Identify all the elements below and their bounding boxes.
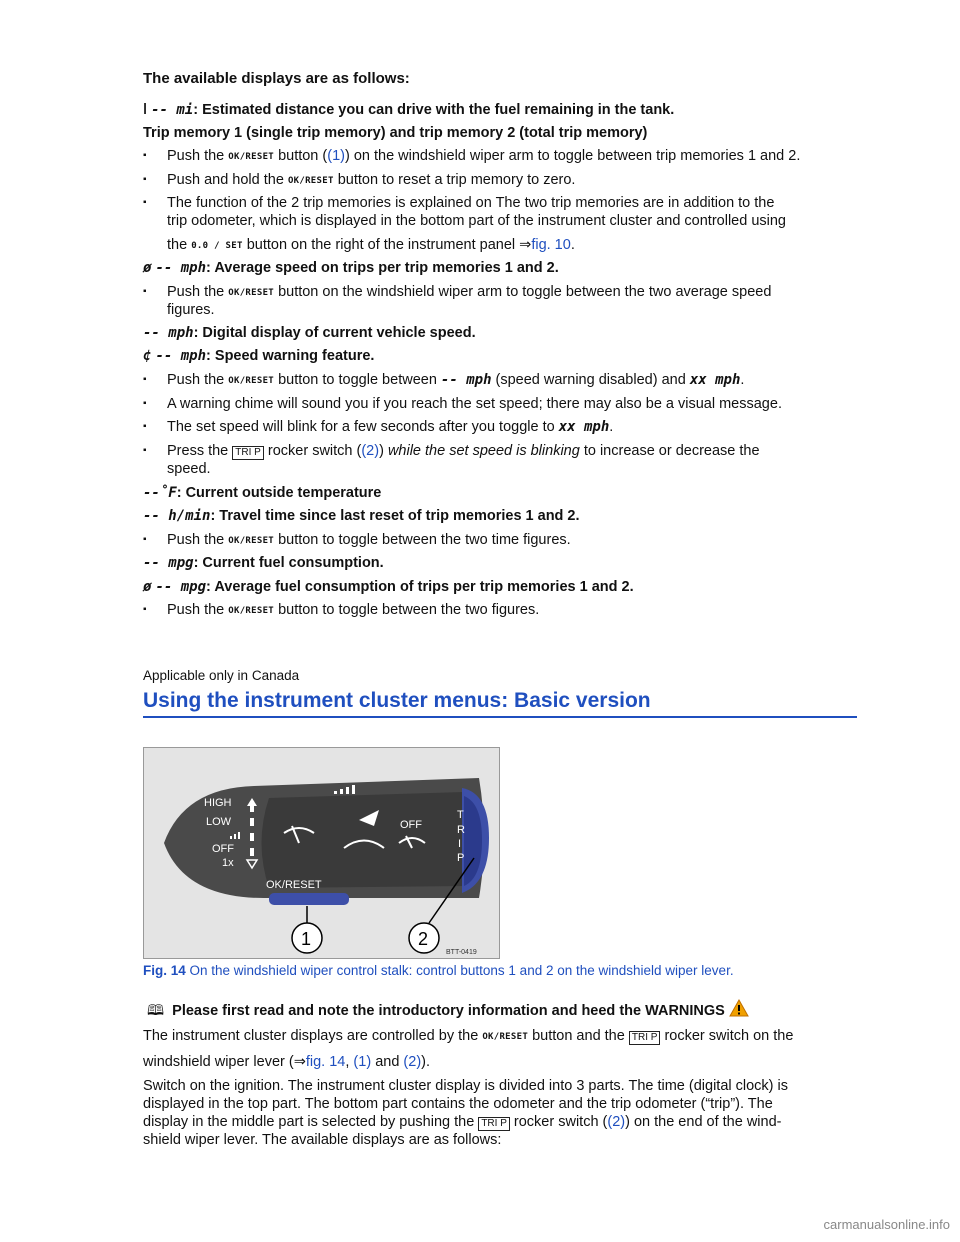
trip-memory-heading: Trip memory 1 (single trip memory) and trip memory 2 (total trip memory) [143,125,648,141]
fuel-consumption-item: -- mpg: Current fuel consumption. [143,555,384,571]
site-watermark: carmanualsonline.info [823,1217,950,1232]
okreset-key-icon: OK/RESET [228,152,275,162]
svg-text:R: R [457,824,465,836]
range-symbol: ǀ [143,102,148,118]
section-title: Using the instrument cluster menus: Basic version [143,689,651,712]
paragraph-1: The instrument cluster displays are controlled by the OK/RESET button and the TRI P rocker switch on the [143,1028,794,1044]
wiper-stalk-illustration [144,748,499,958]
set-key-icon: 0.0 / SET [191,241,243,251]
book-icon: 🕮 [147,1003,165,1019]
digital-speed-item: -- mph: Digital display of current vehicle speed. [143,325,476,341]
okreset-key-icon: OK/RESET [228,536,275,546]
fig-10-link[interactable]: fig. 10 [531,237,571,253]
callout-link-2[interactable]: (2) [361,443,380,459]
low-label: LOW [206,816,232,828]
warning-icon[interactable] [729,999,749,1017]
okreset-key-icon: OK/RESET [287,176,334,186]
avg-speed-item: ø -- mph: Average speed on trips per trip memories 1 and 2. [143,260,559,276]
callout-link-2[interactable]: (2) [403,1054,422,1070]
figure-caption: Fig. 14 On the windshield wiper control stalk: control buttons 1 and 2 on the windshield wiper lever. [143,963,734,978]
range-item [143,101,674,119]
trip-key-icon: TRI P [232,446,264,460]
okreset-key-icon: OK/RESET [228,606,275,616]
callout-link-2[interactable]: (2) [607,1114,626,1130]
paragraph-2-line-4: shield wiper lever. The available displays are as follows: [143,1132,502,1148]
outside-temp-item: --˚F: Current outside temperature [143,485,382,501]
list-item-continuation: speed. [167,461,211,477]
callout-2-label: 2 [418,929,429,949]
off-right-label: OFF [400,819,422,831]
okreset-key-icon: OK/RESET [228,376,275,386]
list-item-continuation: the 0.0 / SET button on the right of the instrument panel ⇒fig. 10. [167,237,575,253]
okreset-label: OK/RESET [266,879,322,891]
fig-14-link[interactable]: fig. 14 [305,1054,346,1070]
range-code: -- mi [151,102,194,118]
onex-label: 1x [222,857,234,869]
paragraph-2-line-3: display in the middle part is selected by pushing the TRI P rocker switch ((2)) on the end of the wind- [143,1114,782,1130]
figure-code: BTT-0419 [446,949,477,956]
applicability-note: Applicable only in Canada [143,668,300,683]
okreset-key-icon: OK/RESET [482,1032,529,1042]
svg-text:I: I [458,838,462,850]
callout-1-label: 1 [301,929,312,949]
title-divider [143,716,857,718]
callout-link-1[interactable]: (1) [353,1054,372,1070]
okreset-key-icon: OK/RESET [228,288,275,298]
intro-note: 🕮 Please first read and note the introductory information and heed the WARNINGS [147,999,749,1020]
speed-warning-item: ¢ -- mph: Speed warning feature. [143,348,375,364]
wiper-stalk-figure [143,747,500,959]
callout-link-1[interactable]: (1) [327,148,345,164]
trip-key-icon: TRI P [629,1031,661,1045]
paragraph-1-line-2: windshield wiper lever (⇒fig. 14, (1) and (2)). [143,1054,431,1070]
paragraph-2-line-2: displayed in the top part. The bottom part contains the odometer and the trip odometer (“trip”). The [143,1096,773,1112]
range-text: : Estimated distance you can drive with the fuel remaining in the tank. [193,102,675,118]
svg-text:P: P [457,852,465,864]
off-left-label: OFF [212,843,234,855]
svg-text:T: T [457,809,464,821]
list-item-continuation: figures. [167,302,215,318]
travel-time-item: -- h/min: Travel time since last reset of trip memories 1 and 2. [143,508,580,524]
avg-fuel-item: ø -- mpg: Average fuel consumption of trips per trip memories 1 and 2. [143,579,634,595]
trip-key-icon: TRI P [478,1117,510,1131]
high-label: HIGH [204,797,232,809]
list-item-continuation: trip odometer, which is displayed in the bottom part of the instrument cluster and controlled using [167,213,786,229]
display-list-heading: The available displays are as follows: [143,70,410,87]
paragraph-2: Switch on the ignition. The instrument cluster display is divided into 3 parts. The time (digital clock) is [143,1078,789,1094]
